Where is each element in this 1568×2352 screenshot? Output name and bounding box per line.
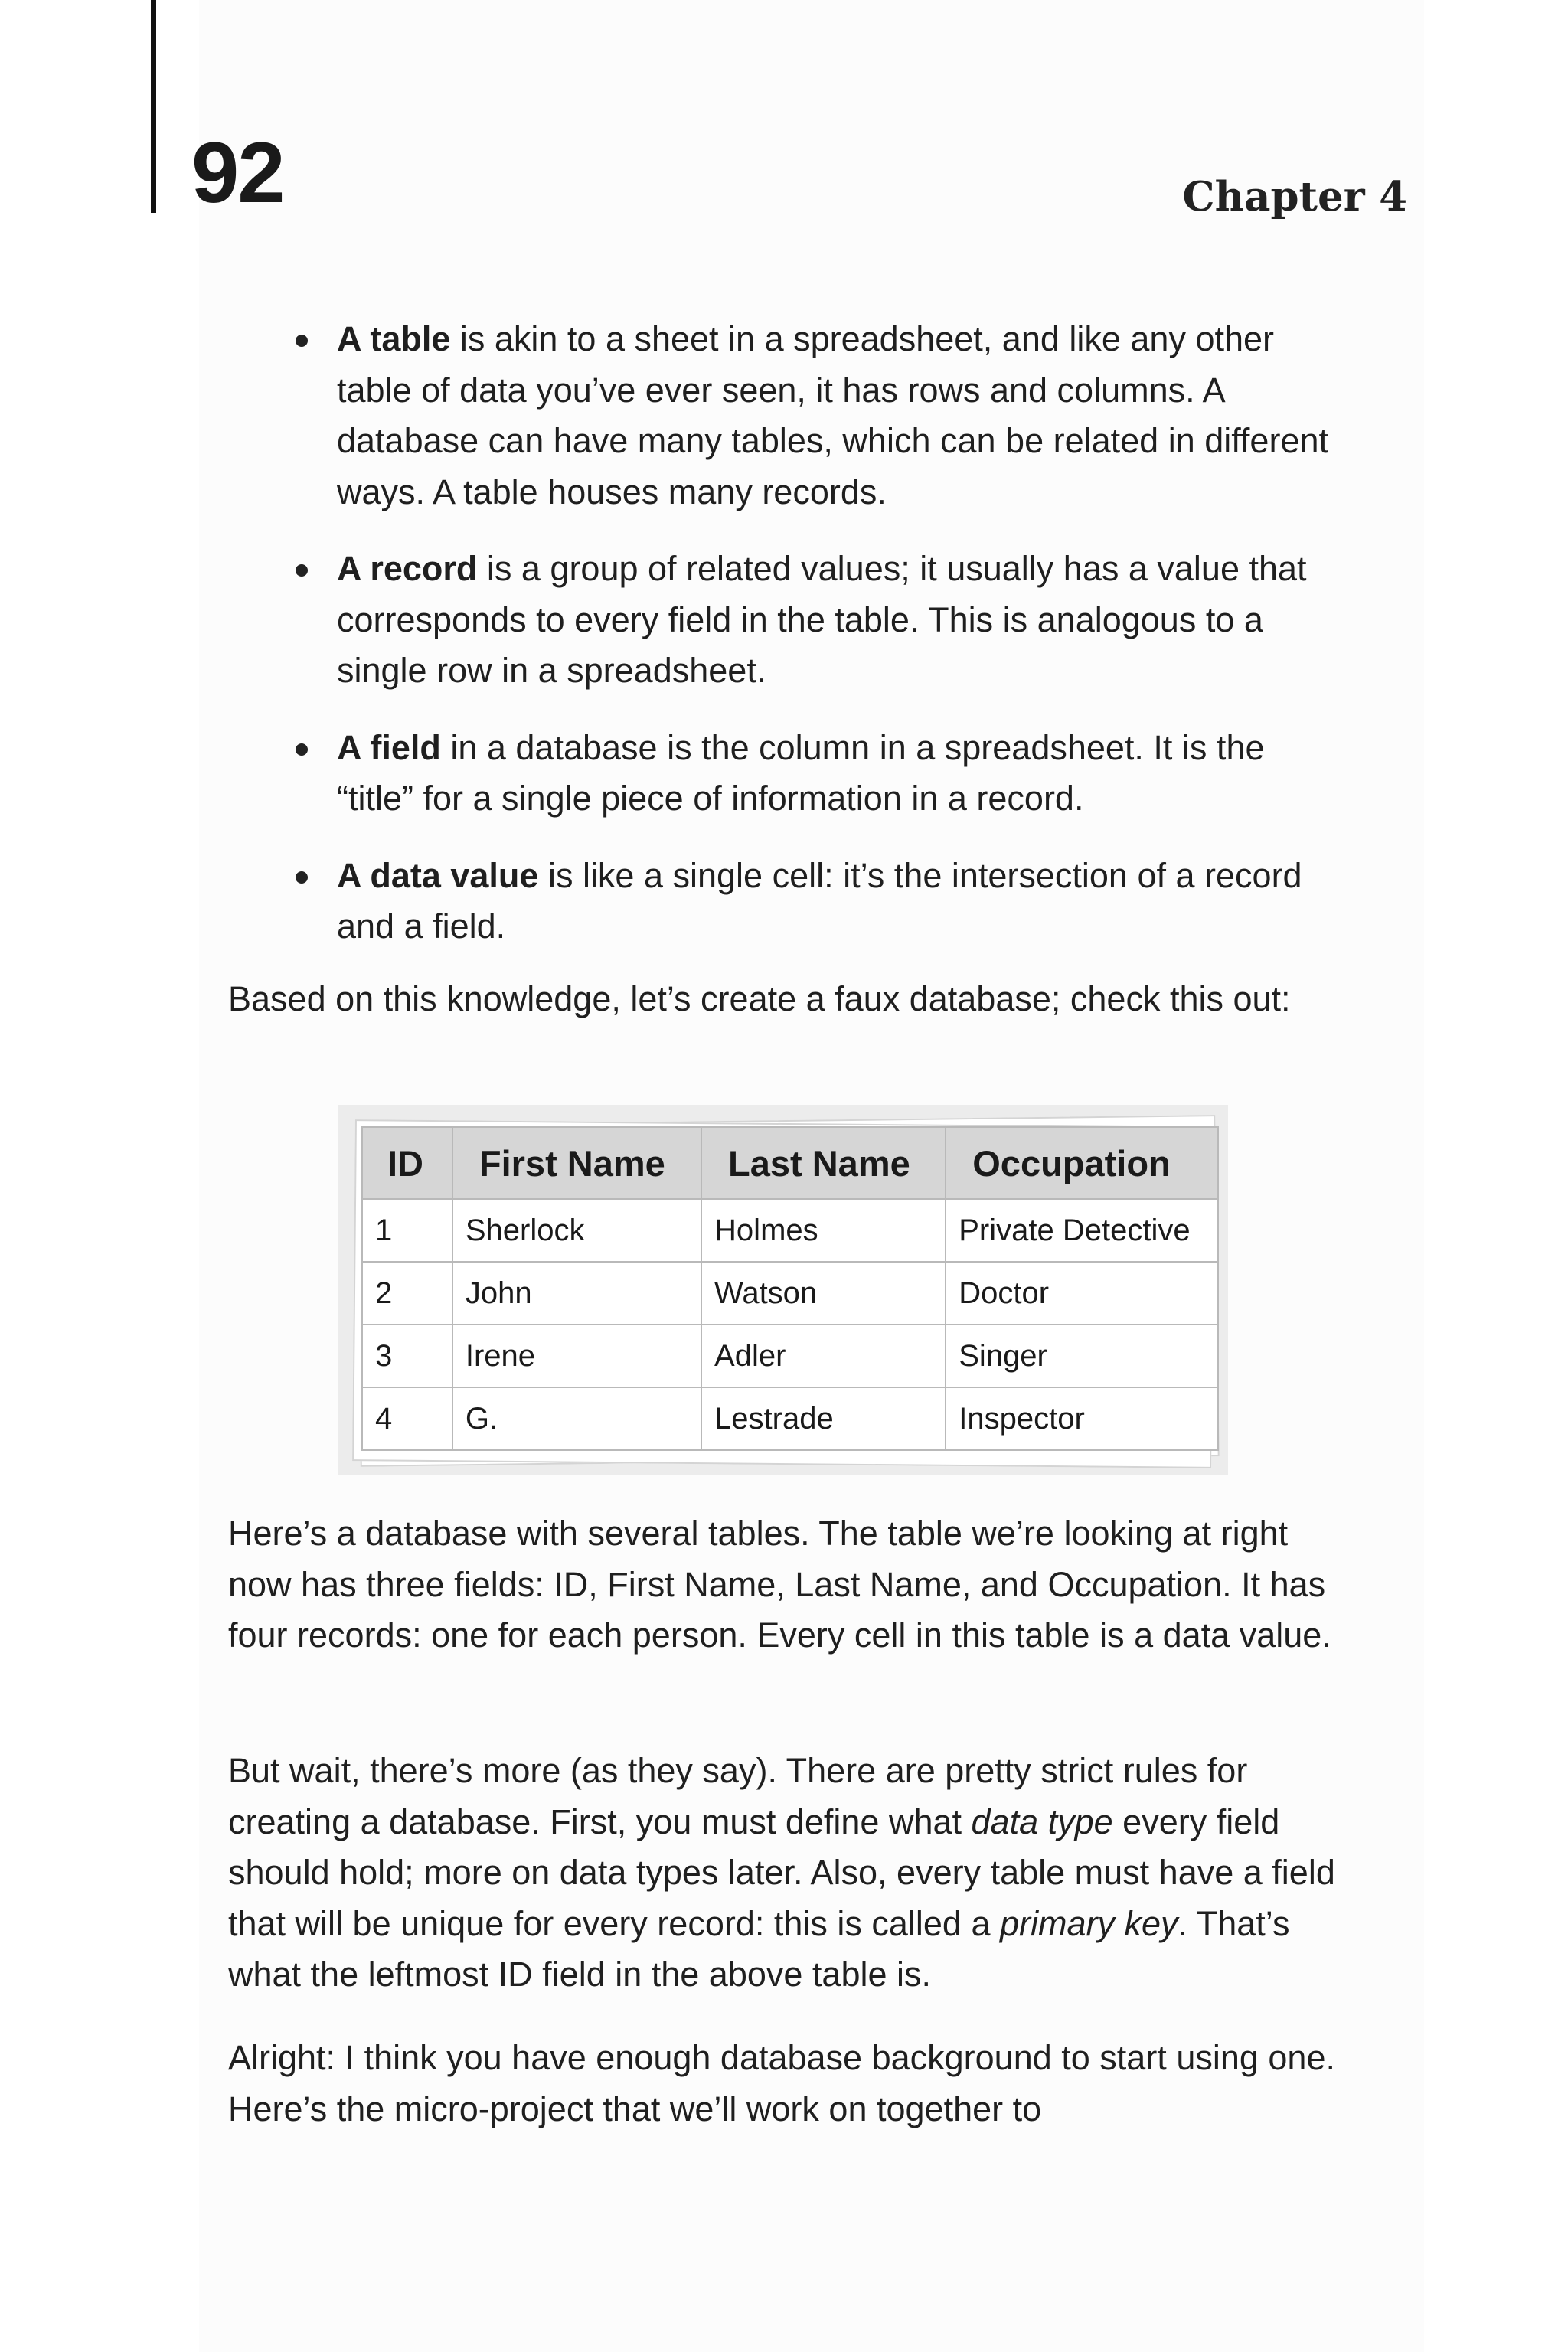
paragraph — [228, 1746, 1338, 2001]
table-cell: Doctor — [946, 1262, 1218, 1325]
term: A record — [337, 549, 478, 588]
paragraph: Here’s a database with several tables. The table we’re looking at right now has three fields: ID, First Name, Last Name, and Occupation. It has four records: one for each person. Every cell in this table is a data value. — [228, 1514, 1331, 1655]
table-cell: Holmes — [701, 1199, 946, 1262]
table-cell: Sherlock — [452, 1199, 701, 1262]
table-cell: Singer — [946, 1325, 1218, 1387]
paragraph: Alright: I think you have enough database background to start using one. Here’s the micro-project that we’ll work on together to — [228, 2038, 1335, 2128]
definition: is akin to a sheet in a spreadsheet, and like any other table of data you’ve ever seen, it has rows and columns. A database can have many tables, which can be related in different ways. A table houses many records. — [337, 319, 1329, 511]
table-cell: G. — [452, 1387, 701, 1450]
list-item — [291, 851, 1332, 952]
table-cell: Lestrade — [701, 1387, 946, 1450]
definition: is a group of related values; it usually has a value that corresponds to every field in the table. This is analogous to a single row in a spreadsheet. — [337, 549, 1307, 690]
table-row — [362, 1387, 1218, 1450]
term: A field — [337, 727, 441, 767]
emphasis: primary key — [1000, 1903, 1178, 1943]
database-table — [361, 1126, 1219, 1451]
table-cell: John — [452, 1262, 701, 1325]
table-cell: Private Detective — [946, 1199, 1218, 1262]
text-run: every field should hold; more on data types later. Also, every table must have a field that will be unique for every record: this is called a — [228, 1802, 1335, 1943]
intro-paragraph: Based on this knowledge, let’s create a faux database; check this out: — [228, 979, 1291, 1018]
definition: in a database is the column in a spreadsheet. It is the “title” for a single piece of information in a record. — [337, 727, 1265, 818]
term: A data value — [337, 855, 539, 895]
definition: is like a single cell: it’s the intersection of a record and a field. — [337, 855, 1302, 946]
column-header: Occupation — [946, 1127, 1218, 1199]
emphasis: data type — [971, 1802, 1113, 1841]
definition-list — [291, 314, 1332, 978]
table-row — [362, 1199, 1218, 1262]
column-header: ID — [362, 1127, 452, 1199]
column-header: Last Name — [701, 1127, 946, 1199]
table-row — [362, 1325, 1218, 1387]
text-run: . That’s what the leftmost ID field in the above table is. — [228, 1903, 1290, 1994]
table-cell: 2 — [362, 1262, 452, 1325]
text-run: But wait, there’s more (as they say). There are pretty strict rules for creating a database. First, you must define what — [228, 1751, 1248, 1841]
table-header-row — [362, 1127, 1218, 1199]
table-row — [362, 1262, 1218, 1325]
table-cell: 4 — [362, 1387, 452, 1450]
table-cell: Watson — [701, 1262, 946, 1325]
list-item — [291, 723, 1332, 825]
list-item — [291, 544, 1332, 697]
table-cell: Inspector — [946, 1387, 1218, 1450]
margin-rule — [151, 0, 156, 213]
chapter-title: Chapter 4 — [1182, 173, 1407, 220]
page-number: 92 — [191, 125, 284, 220]
table-figure — [338, 1105, 1228, 1475]
list-item — [291, 314, 1332, 518]
term: A table — [337, 319, 451, 358]
table-cell: 1 — [362, 1199, 452, 1262]
table-cell: Adler — [701, 1325, 946, 1387]
table-cell: Irene — [452, 1325, 701, 1387]
column-header: First Name — [452, 1127, 701, 1199]
table-cell: 3 — [362, 1325, 452, 1387]
